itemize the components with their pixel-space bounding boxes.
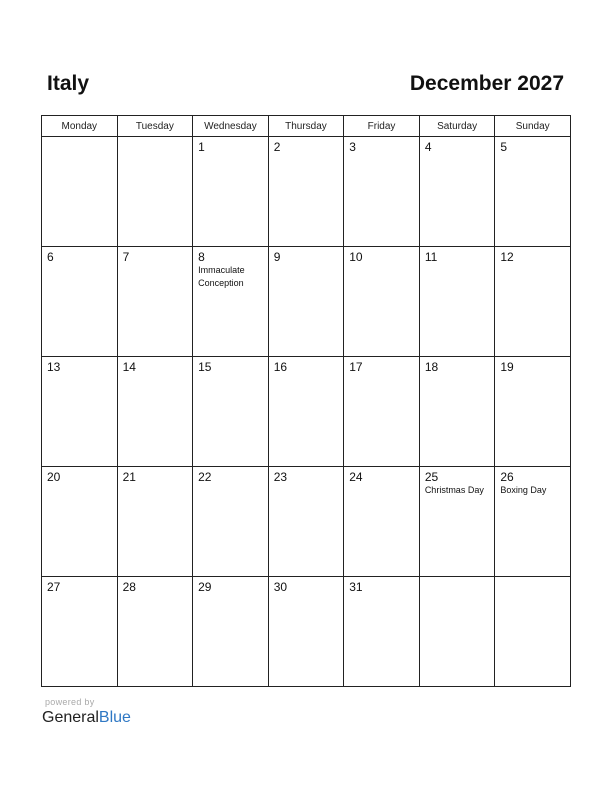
day-cell-content xyxy=(344,577,419,594)
day-number: 28 xyxy=(122,580,136,594)
day-number: 24 xyxy=(349,470,363,484)
day-number: 25 xyxy=(424,470,439,484)
day-cell-content xyxy=(118,467,193,484)
day-number: 22 xyxy=(198,470,212,484)
day-number: 13 xyxy=(47,360,61,374)
day-cell xyxy=(344,137,420,247)
day-cell xyxy=(419,577,495,687)
day-cell xyxy=(344,577,420,687)
day-number: 5 xyxy=(500,140,508,154)
day-number: 8 xyxy=(198,250,205,264)
day-cell-content xyxy=(495,247,570,264)
day-cell xyxy=(117,467,193,577)
day-number: 29 xyxy=(198,580,212,594)
day-cell-content xyxy=(269,247,344,264)
day-number: 11 xyxy=(424,250,438,264)
day-cell-content xyxy=(193,137,268,154)
day-number: 27 xyxy=(47,580,61,594)
day-number: 26 xyxy=(500,470,514,484)
day-cell xyxy=(42,247,118,357)
day-cell xyxy=(193,357,269,467)
day-cell xyxy=(419,137,495,247)
holiday-label: Boxing Day xyxy=(500,485,547,495)
day-cell xyxy=(268,247,344,357)
day-cell xyxy=(419,467,495,577)
day-number: 6 xyxy=(47,250,54,264)
day-cell xyxy=(117,247,193,357)
weekday-header-row xyxy=(42,116,571,137)
day-number: 14 xyxy=(122,360,136,374)
day-cell-content xyxy=(193,467,268,484)
day-cell xyxy=(495,357,571,467)
day-cell-content xyxy=(42,247,117,264)
day-cell xyxy=(268,467,344,577)
day-cell xyxy=(495,137,571,247)
day-cell-content xyxy=(42,577,117,594)
day-cell-content xyxy=(495,357,570,374)
day-number: 19 xyxy=(500,360,514,374)
week-row xyxy=(42,357,571,467)
day-number: 3 xyxy=(349,140,356,154)
day-cell-content xyxy=(495,467,570,497)
day-cell-content xyxy=(269,137,344,154)
day-number: 21 xyxy=(122,470,136,484)
brand-logo xyxy=(42,708,131,728)
day-cell-content xyxy=(344,247,419,264)
day-cell xyxy=(419,357,495,467)
day-cell-content xyxy=(420,247,495,264)
week-row xyxy=(42,467,571,577)
brand-general-text: General xyxy=(42,709,99,726)
weekday-wednesday: Wednesday xyxy=(193,116,269,137)
day-number: 2 xyxy=(273,140,281,154)
day-cell-content xyxy=(118,357,193,374)
weekday-monday: Monday xyxy=(42,116,118,137)
week-row xyxy=(42,577,571,687)
day-cell xyxy=(117,137,193,247)
holiday-label: Christmas Day xyxy=(424,485,484,495)
day-cell-content xyxy=(344,467,419,484)
day-number: 15 xyxy=(198,360,212,374)
day-cell-content xyxy=(269,467,344,484)
day-cell-content xyxy=(42,137,117,140)
weekday-sunday: Sunday xyxy=(495,116,571,137)
day-cell-content xyxy=(344,357,419,374)
day-number: 18 xyxy=(424,360,439,374)
day-cell xyxy=(268,577,344,687)
day-cell xyxy=(193,577,269,687)
day-number: 10 xyxy=(349,250,363,264)
day-cell xyxy=(268,357,344,467)
week-row xyxy=(42,247,571,357)
footer-branding xyxy=(42,697,131,728)
day-number: 16 xyxy=(273,360,288,374)
day-number: 20 xyxy=(47,470,61,484)
day-cell-content xyxy=(118,577,193,594)
day-number: 12 xyxy=(500,250,514,264)
day-cell xyxy=(117,357,193,467)
country-title: Italy xyxy=(47,72,90,95)
day-cell-content xyxy=(420,467,495,497)
day-number: 17 xyxy=(349,360,363,374)
day-cell xyxy=(193,467,269,577)
holiday-label: Immaculate Conception xyxy=(198,265,245,288)
day-cell xyxy=(495,247,571,357)
day-cell-content xyxy=(495,137,570,154)
day-cell-content xyxy=(193,577,268,594)
day-number: 9 xyxy=(273,250,281,264)
day-cell xyxy=(42,137,118,247)
day-cell xyxy=(268,137,344,247)
day-number: 4 xyxy=(424,140,432,154)
day-cell xyxy=(419,247,495,357)
day-cell xyxy=(344,467,420,577)
weekday-tuesday: Tuesday xyxy=(117,116,193,137)
day-cell-content xyxy=(344,137,419,154)
day-cell-content xyxy=(420,577,495,580)
day-cell-content xyxy=(420,357,495,374)
day-cell xyxy=(495,467,571,577)
week-row xyxy=(42,137,571,247)
weekday-thursday: Thursday xyxy=(268,116,344,137)
calendar-grid xyxy=(41,115,571,687)
month-year-title: December 2027 xyxy=(409,72,564,95)
day-cell xyxy=(42,577,118,687)
weekday-friday: Friday xyxy=(344,116,420,137)
day-cell xyxy=(495,577,571,687)
day-cell-content xyxy=(193,247,268,290)
day-number: 31 xyxy=(349,580,363,594)
day-cell xyxy=(193,247,269,357)
brand-blue-text: Blue xyxy=(98,709,131,726)
day-cell-content xyxy=(269,357,344,374)
day-cell xyxy=(193,137,269,247)
day-number: 1 xyxy=(198,140,205,154)
day-cell-content xyxy=(193,357,268,374)
powered-by-text: powered by xyxy=(45,697,95,707)
day-cell-content xyxy=(118,247,193,264)
day-number: 30 xyxy=(273,580,288,594)
day-cell-content xyxy=(118,137,193,140)
day-cell xyxy=(344,357,420,467)
calendar-body xyxy=(42,137,571,687)
day-cell xyxy=(42,467,118,577)
day-cell-content xyxy=(42,467,117,484)
day-cell xyxy=(117,577,193,687)
day-number: 23 xyxy=(273,470,288,484)
day-cell-content xyxy=(495,577,570,580)
day-cell xyxy=(42,357,118,467)
day-cell-content xyxy=(42,357,117,374)
day-cell-content xyxy=(420,137,495,154)
day-cell-content xyxy=(269,577,344,594)
day-cell xyxy=(344,247,420,357)
weekday-saturday: Saturday xyxy=(419,116,495,137)
day-number: 7 xyxy=(122,250,130,264)
